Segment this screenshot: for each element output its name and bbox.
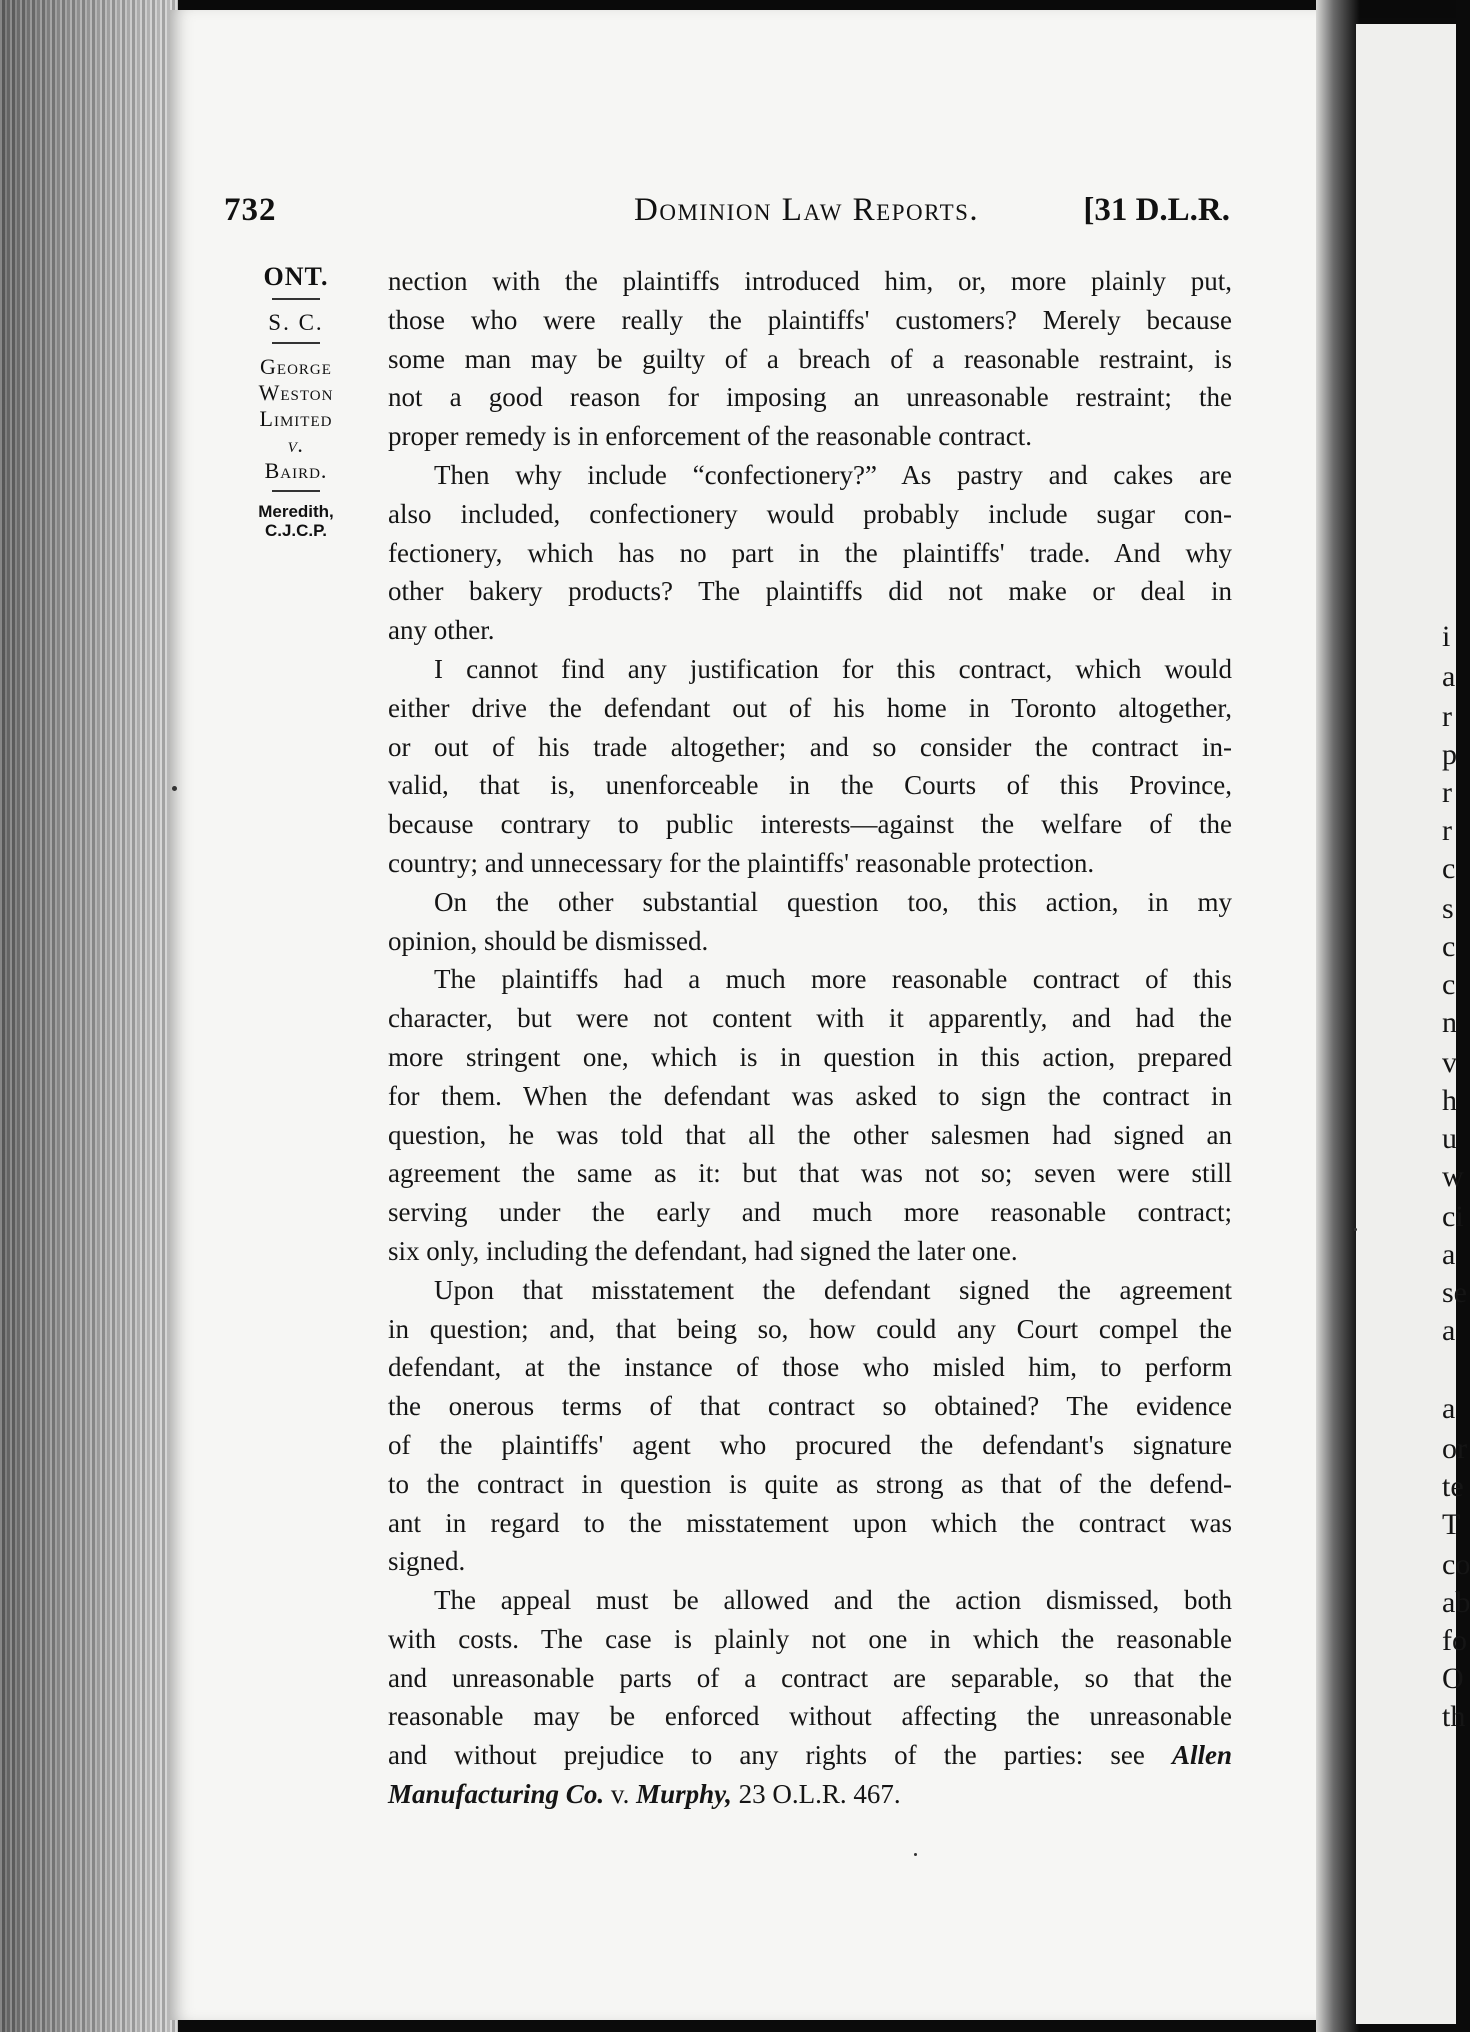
facing-page-fragment-text: i <box>1442 620 1451 653</box>
facing-page-fragment-text: co <box>1442 1548 1470 1581</box>
text-line: fectionery, which has no part in the plaintiffs' trade. And why <box>388 537 1232 568</box>
margin-rule <box>272 490 320 492</box>
facing-page-fragment-text: a <box>1442 1314 1456 1347</box>
text-line: other bakery products? The plaintiffs did not make or deal in <box>388 576 1232 607</box>
book-gutter <box>1316 0 1360 2032</box>
margin-rule <box>272 342 320 344</box>
text-line: signed. <box>388 1546 466 1577</box>
citation-reference: 23 O.L.R. 467. <box>738 1779 901 1810</box>
text-line: with costs. The case is plainly not one in which the reasonable <box>388 1623 1232 1654</box>
case-line: Limited <box>259 406 333 431</box>
facing-page-fragment <box>1356 24 1470 2024</box>
facing-page-fragment-text: h <box>1442 1084 1457 1117</box>
margin-province: ONT. <box>263 262 329 291</box>
text-line: opinion, should be dismissed. <box>388 925 709 956</box>
text-line: also included, confectionery would probably include sugar con- <box>388 498 1232 529</box>
facing-page-fragment-text: te <box>1442 1470 1464 1503</box>
text-line: some man may be guilty of a breach of a reasonable restraint, is <box>388 343 1232 374</box>
text-line: valid, that is, unenforceable in the Courts of this Province, <box>388 770 1232 801</box>
running-title: Dominion Law Reports. <box>634 192 980 228</box>
text-line: question, he was told that all the other salesmen had signed an <box>388 1119 1232 1150</box>
text-line: On the other substantial question too, this action, in my <box>434 886 1232 917</box>
text-line: or out of his trade altogether; and so consider the contract in- <box>388 731 1232 762</box>
citation-case-b: Murphy, <box>636 1779 739 1810</box>
facing-page-fragment-text: r <box>1442 814 1452 847</box>
text-line: proper remedy is in enforcement of the reasonable contract. <box>388 421 1032 452</box>
text-line: serving under the early and much more reasonable contract; <box>388 1197 1232 1228</box>
margin-note <box>226 262 366 540</box>
facing-page-fragment-text: O <box>1442 1662 1464 1695</box>
facing-page-fragment-text: th <box>1442 1700 1466 1733</box>
citation-case-a: Allen <box>1171 1740 1232 1771</box>
book-page-edges <box>0 0 178 2032</box>
facing-page-fragment-text: ci <box>1442 1200 1464 1233</box>
page-header <box>224 192 1234 236</box>
text-line: Upon that misstatement the defendant signed the agreement <box>434 1274 1232 1305</box>
text-line: any other. <box>388 615 495 646</box>
margin-case-name <box>226 354 366 484</box>
facing-page-fragment-text: c <box>1442 968 1456 1001</box>
facing-page-fragment-text: c <box>1442 930 1456 963</box>
text-line: in question; and, that being so, how could any Court compel the <box>388 1313 1232 1344</box>
text-line: I cannot find any justification for this contract, which would <box>434 653 1232 684</box>
page-number: 732 <box>224 192 277 228</box>
facing-page-fragment-text: n <box>1442 1006 1457 1039</box>
facing-page-fragment-text: a <box>1442 1392 1456 1425</box>
text-line: Then why include “confectionery?” As pastry and cakes are <box>434 459 1232 490</box>
text-line: reasonable may be enforced without affecting the unreasonable <box>388 1701 1232 1732</box>
facing-page-fragment-text: T <box>1442 1508 1461 1541</box>
text-line: character, but were not content with it apparently, and had the <box>388 1003 1232 1034</box>
margin-rule <box>272 298 320 300</box>
citation-case-a-rest: Manufacturing Co. <box>388 1779 611 1810</box>
text-line: to the contract in question is quite as strong as that of the defend- <box>388 1468 1232 1499</box>
facing-page-fragment-text: a <box>1442 1238 1456 1271</box>
scan-speck <box>914 1853 917 1856</box>
text-line: of the plaintiffs' agent who procured the defendant's signature <box>388 1429 1232 1460</box>
text-line: for them. When the defendant was asked to sign the contract in <box>388 1080 1232 1111</box>
facing-page-fragment-text: u <box>1442 1122 1457 1155</box>
facing-page-fragment-text: w <box>1442 1160 1464 1193</box>
facing-page-fragment-text: se <box>1442 1276 1467 1309</box>
facing-page-fragment-text: r <box>1442 700 1452 733</box>
text-line: the onerous terms of that contract so obtained? The evidence <box>388 1391 1232 1422</box>
volume-reference: [31 D.L.R. <box>1083 192 1230 228</box>
facing-page-fragment-text: or <box>1442 1432 1467 1465</box>
facing-page-fragment-text: c <box>1442 852 1456 885</box>
text-line: those who were really the plaintiffs' customers? Merely because <box>388 304 1232 335</box>
text-fragment: and without prejudice to any rights of the parties: see <box>388 1740 1172 1771</box>
text-line: either drive the defendant out of his home in Toronto altogether, <box>388 692 1232 723</box>
text-line: nection with the plaintiffs introduced him, or, more plainly put, <box>388 266 1232 296</box>
margin-judge <box>226 502 366 540</box>
facing-page-fragment-text: a <box>1442 660 1456 693</box>
text-line: and unreasonable parts of a contract are separable, so that the <box>388 1662 1232 1693</box>
text-line: not a good reason for imposing an unreasonable restraint; the <box>388 382 1232 413</box>
facing-page-fragment-text: v <box>1442 1046 1457 1079</box>
text-line: country; and unnecessary for the plaintiffs' reasonable protection. <box>388 847 1095 878</box>
facing-page-fragment-text: s <box>1442 892 1454 925</box>
margin-court: S. C. <box>268 310 324 335</box>
text-line: ant in regard to the misstatement upon which the contract was <box>388 1507 1232 1538</box>
text-line: The appeal must be allowed and the action dismissed, both <box>434 1585 1232 1616</box>
facing-page-fragment-text: fo <box>1442 1624 1467 1657</box>
facing-page-fragment-text: r <box>1442 776 1452 809</box>
facing-page-fragment-text: ab <box>1442 1586 1470 1619</box>
case-line: George <box>260 354 332 379</box>
scan-speck <box>1354 1228 1357 1231</box>
text-line: defendant, at the instance of those who misled him, to perform <box>388 1352 1232 1383</box>
facing-page-fragment-text: p <box>1442 738 1457 771</box>
case-line: v. <box>287 432 305 457</box>
scan-speck <box>172 786 177 791</box>
case-line: Weston <box>258 380 334 405</box>
text-line <box>388 1775 1232 1814</box>
case-line: Baird. <box>264 458 328 483</box>
text-line: six only, including the defendant, had signed the later one. <box>388 1235 1018 1266</box>
text-line <box>388 1736 1232 1775</box>
judgment-body <box>388 262 1232 1814</box>
text-line: because contrary to public interests—against the welfare of the <box>388 809 1232 840</box>
text-line: The plaintiffs had a much more reasonable contract of this <box>434 964 1232 995</box>
text-line: agreement the same as it: but that was not so; seven were still <box>388 1158 1232 1189</box>
judge-line: Meredith, <box>258 502 334 521</box>
judge-line: C.J.C.P. <box>264 521 328 540</box>
citation-versus: v. <box>610 1779 637 1810</box>
text-line: more stringent one, which is in question in this action, prepared <box>388 1041 1232 1072</box>
